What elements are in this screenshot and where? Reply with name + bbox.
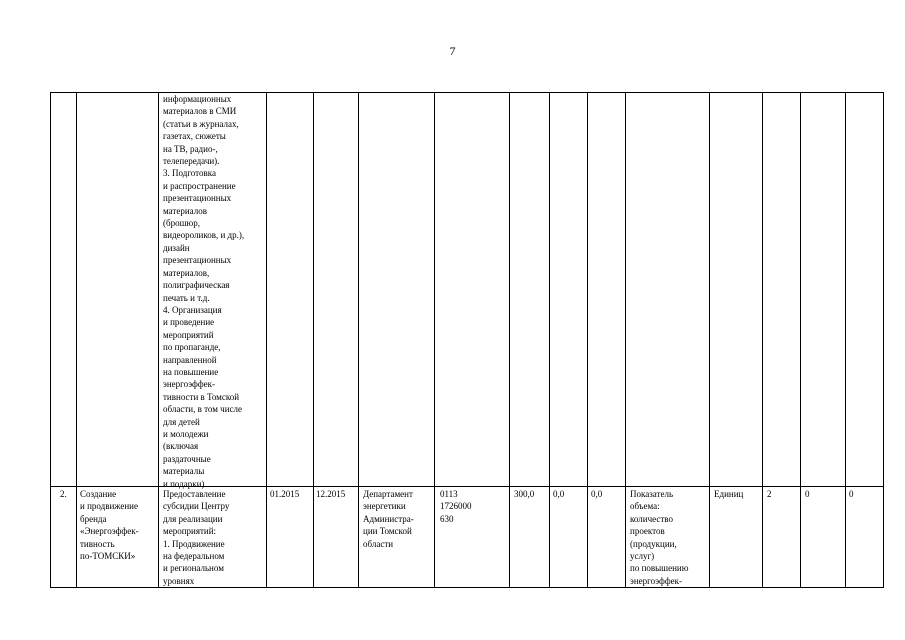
table-border (50, 92, 51, 587)
indicator-cell: Показатель объема: количество проектов (продукции, услуг) по повышению энергоэффек- (630, 489, 689, 586)
table-border (762, 92, 763, 587)
executor-cell: Департамент энергетики Администра- ции Томской области (363, 489, 414, 549)
table-border (587, 92, 588, 587)
value-cell-1: 2 (767, 489, 772, 499)
event-name-cell: Создание и продвижение бренда «Энергоэффек- тивность по-ТОМСКИ» (80, 489, 139, 562)
table-border (883, 92, 884, 587)
budget-code-cell: 0113 1726000 630 (440, 489, 472, 524)
value-cell-3: 0 (849, 489, 854, 499)
table-border (800, 92, 801, 587)
measures-cell: Предоставление субсидии Центру для реализации мероприятий: 1. Продвижение на федеральном и региональном уровнях (163, 489, 230, 586)
table-border (313, 92, 314, 587)
amount-cell-1: 300,0 (514, 489, 535, 499)
end-date-cell: 12.2015 (316, 489, 346, 499)
table-border (158, 92, 159, 587)
page-number: 7 (449, 44, 456, 58)
table-border (709, 92, 710, 587)
amount-cell-3: 0,0 (591, 489, 603, 499)
row-number-cell: 2. (60, 489, 67, 499)
table-border (845, 92, 846, 587)
table-border (266, 92, 267, 587)
table-border (434, 92, 435, 587)
unit-cell: Единиц (714, 489, 744, 499)
measures-continuation-cell: информационных материалов в СМИ (статьи в журналах, газетах, сюжеты на ТВ, радио-, телепередачи). 3. Подготовка и распространение презентационных материалов (брошюр, видеороликов, и др.), дизайн презентационных материалов, полиграфическая печать и т.д. 4. Организация и проведение мероприятий по пропаганде, направленной на повышение энергоэффек- тивности в Томской области, в том числе для детей и молодежи (включая раздаточные материалы и подарки) (163, 94, 245, 489)
table-border (76, 92, 77, 587)
table-border (509, 92, 510, 587)
start-date-cell: 01.2015 (270, 489, 300, 499)
amount-cell-2: 0,0 (553, 489, 565, 499)
table-border (549, 92, 550, 587)
value-cell-2: 0 (805, 489, 810, 499)
table-border (625, 92, 626, 587)
table-border (358, 92, 359, 587)
